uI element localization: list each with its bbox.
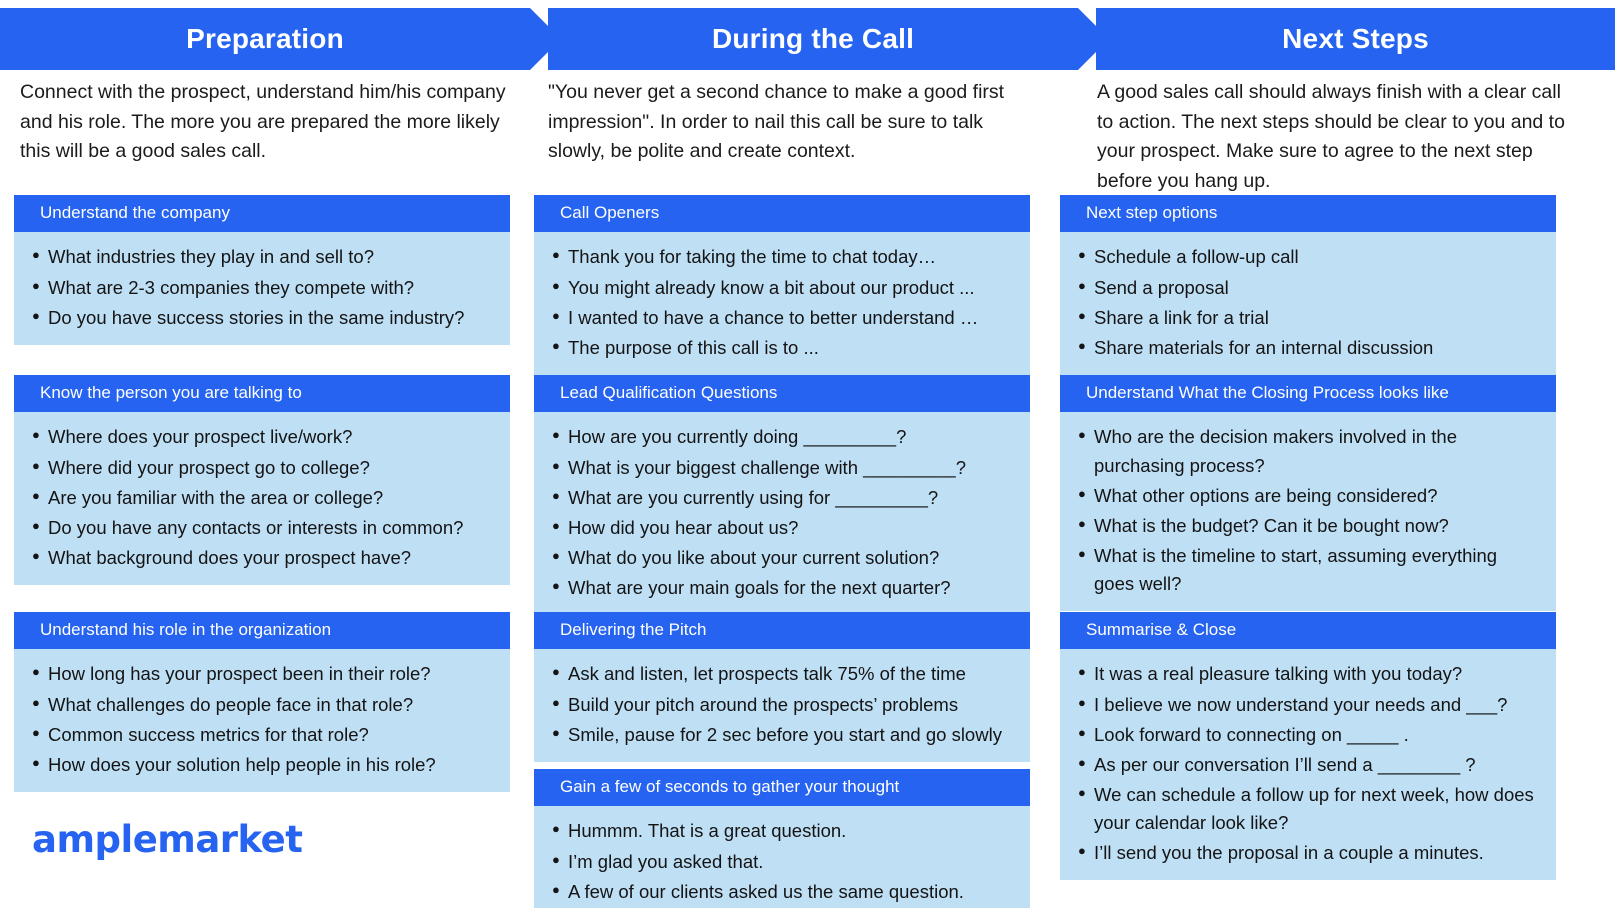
- list-item: [548, 816, 1016, 846]
- list-item-text: Smile, pause for 2 sec before you start and go slowly: [568, 723, 1002, 745]
- bullet-icon: ●: [32, 517, 40, 533]
- header-chevron-preparation: [0, 8, 530, 70]
- card-title: Delivering the Pitch: [534, 612, 1030, 649]
- card-title: Summarise & Close: [1060, 612, 1556, 649]
- list-item: [548, 877, 1016, 907]
- bullet-list: [1074, 422, 1542, 599]
- list-item-text: How does your solution help people in his role?: [48, 753, 436, 775]
- bullet-icon: ●: [32, 247, 40, 263]
- card-lead-qualification-questions: [534, 375, 1030, 615]
- header-title-preparation: Preparation: [186, 23, 344, 54]
- bullet-icon: ●: [1078, 247, 1086, 263]
- bullet-icon: ●: [552, 277, 560, 293]
- list-item-text: Ask and listen, let prospects talk 75% of the time: [568, 663, 966, 685]
- header-chevron-during-the-call: [548, 8, 1078, 70]
- card-body: [534, 412, 1030, 615]
- list-item: [1074, 720, 1542, 750]
- card-understand-what-the-closing-process-looks-like: [1060, 375, 1556, 611]
- bullet-icon: ●: [1078, 843, 1086, 859]
- bullet-list: [28, 659, 496, 779]
- list-item: [28, 242, 496, 272]
- list-item: [548, 543, 1016, 573]
- list-item-text: Look forward to connecting on _____ .: [1094, 723, 1409, 745]
- list-item-text: I wanted to have a chance to better understand …: [568, 306, 979, 328]
- list-item: [28, 273, 496, 303]
- list-item: [548, 453, 1016, 483]
- bullet-icon: ●: [32, 487, 40, 503]
- bullet-icon: ●: [1078, 724, 1086, 740]
- card-title: Know the person you are talking to: [14, 375, 510, 412]
- bullet-icon: ●: [32, 547, 40, 563]
- list-item: [548, 303, 1016, 333]
- bullet-icon: ●: [552, 724, 560, 740]
- chevron-right-icon: [530, 8, 561, 70]
- list-item-text: What is the budget? Can it be bought now?: [1094, 514, 1449, 536]
- list-item-text: A few of our clients asked us the same question.: [568, 880, 964, 902]
- list-item-text: What challenges do people face in that role?: [48, 693, 414, 715]
- header-title-during-the-call: During the Call: [711, 23, 915, 54]
- list-item: [548, 847, 1016, 877]
- list-item: [28, 750, 496, 780]
- bullet-list: [548, 242, 1016, 362]
- list-item: [548, 483, 1016, 513]
- intro-text-during-the-call: "You never get a second chance to make a good first impression". In order to nail this call be sure to talk slowly, be polite and create context.: [548, 81, 1005, 163]
- bullet-icon: ●: [552, 881, 560, 897]
- card-summarise-and-close: [1060, 612, 1556, 880]
- card-title: Call Openers: [534, 195, 1030, 232]
- list-item-text: Where did your prospect go to college?: [48, 456, 370, 478]
- list-item: [28, 422, 496, 452]
- list-item: [28, 720, 496, 750]
- card-next-step-options: [1060, 195, 1556, 375]
- card-gain-a-few-of-seconds-to-gather-your-thought: [534, 769, 1030, 908]
- bullet-icon: ●: [1078, 754, 1086, 770]
- list-item-text: How did you hear about us?: [568, 516, 799, 538]
- list-item: [28, 659, 496, 689]
- list-item: [548, 422, 1016, 452]
- list-item-text: What other options are being considered?: [1094, 484, 1438, 506]
- list-item-text: How long has your prospect been in their role?: [48, 663, 431, 685]
- bullet-icon: ●: [1078, 784, 1086, 800]
- card-title: Understand What the Closing Process looks like: [1060, 375, 1556, 412]
- card-body: [534, 806, 1030, 908]
- bullet-icon: ●: [1078, 515, 1086, 531]
- bullet-list: [28, 422, 496, 573]
- bullet-list: [548, 659, 1016, 749]
- list-item-text: What are 2-3 companies they compete with?: [48, 276, 415, 298]
- list-item-text: Thank you for taking the time to chat today…: [568, 246, 937, 268]
- list-item-text: It was a real pleasure talking with you today?: [1094, 663, 1463, 685]
- list-item-text: Share a link for a trial: [1094, 306, 1269, 328]
- bullet-icon: ●: [32, 457, 40, 473]
- bullet-list: [1074, 242, 1542, 362]
- list-item-text: Where does your prospect live/work?: [48, 426, 353, 448]
- card-body: [14, 412, 510, 585]
- header-chevron-next-steps: [1096, 8, 1615, 70]
- bullet-list: [548, 422, 1016, 603]
- bullet-list: [1074, 659, 1542, 868]
- bullet-icon: ●: [32, 724, 40, 740]
- list-item: [1074, 780, 1542, 838]
- list-item-text: How are you currently doing _________?: [568, 426, 907, 448]
- list-item-text: What is the timeline to start, assuming everything goes well?: [1094, 544, 1498, 594]
- list-item-text: As per our conversation I’ll send a ________ ?: [1094, 753, 1476, 775]
- bullet-icon: ●: [552, 821, 560, 837]
- list-item-text: We can schedule a follow up for next week, how does your calendar look like?: [1094, 783, 1534, 833]
- intro-text-preparation: Connect with the prospect, understand him/his company and his role. The more you are prepared the more likely this will be a good sales call.: [20, 81, 506, 163]
- list-item: [1074, 303, 1542, 333]
- list-item-text: What are your main goals for the next quarter?: [568, 576, 951, 598]
- card-body: [14, 232, 510, 344]
- list-item-text: The purpose of this call is to ...: [568, 336, 819, 358]
- list-item: [548, 513, 1016, 543]
- bullet-icon: ●: [552, 307, 560, 323]
- list-item: [28, 543, 496, 573]
- list-item-text: Build your pitch around the prospects’ problems: [568, 693, 959, 715]
- list-item-text: Share materials for an internal discussion: [1094, 336, 1434, 358]
- bullet-list: [28, 242, 496, 332]
- bullet-icon: ●: [552, 457, 560, 473]
- bullet-icon: ●: [1078, 277, 1086, 293]
- bullet-icon: ●: [552, 427, 560, 443]
- bullet-icon: ●: [1078, 307, 1086, 323]
- card-title: Understand the company: [14, 195, 510, 232]
- bullet-icon: ●: [1078, 485, 1086, 501]
- list-item-text: Are you familiar with the area or college?: [48, 486, 384, 508]
- bullet-icon: ●: [1078, 694, 1086, 710]
- list-item: [548, 720, 1016, 750]
- bullet-icon: ●: [552, 517, 560, 533]
- bullet-icon: ●: [32, 277, 40, 293]
- card-body: [14, 649, 510, 791]
- card-body: [1060, 232, 1556, 374]
- list-item: [28, 483, 496, 513]
- list-item: [1074, 481, 1542, 511]
- list-item: [1074, 690, 1542, 720]
- header-title-next-steps: Next Steps: [1282, 23, 1429, 54]
- card-title: Understand his role in the organization: [14, 612, 510, 649]
- list-item-text: I’m glad you asked that.: [568, 850, 764, 872]
- card-title: Next step options: [1060, 195, 1556, 232]
- list-item: [548, 273, 1016, 303]
- card-body: [1060, 649, 1556, 880]
- bullet-icon: ●: [552, 577, 560, 593]
- list-item-text: I’ll send you the proposal in a couple a minutes.: [1094, 842, 1484, 864]
- card-understand-his-role-in-the-organization: [14, 612, 510, 792]
- list-item-text: Schedule a follow-up call: [1094, 246, 1299, 268]
- list-item: [1074, 333, 1542, 363]
- list-item: [28, 303, 496, 333]
- bullet-icon: ●: [32, 307, 40, 323]
- card-call-openers: [534, 195, 1030, 375]
- card-body: [534, 232, 1030, 374]
- bullet-icon: ●: [552, 247, 560, 263]
- list-item: [1074, 422, 1542, 480]
- card-body: [534, 649, 1030, 761]
- list-item: [1074, 838, 1542, 868]
- list-item-text: Send a proposal: [1094, 276, 1229, 298]
- card-delivering-the-pitch: [534, 612, 1030, 762]
- bullet-icon: ●: [552, 337, 560, 353]
- bullet-icon: ●: [32, 664, 40, 680]
- list-item: [548, 333, 1016, 363]
- bullet-icon: ●: [1078, 545, 1086, 561]
- bullet-icon: ●: [32, 694, 40, 710]
- bullet-icon: ●: [32, 427, 40, 443]
- list-item: [548, 573, 1016, 603]
- amplemarket-logo: amplemarket: [32, 818, 303, 861]
- list-item: [1074, 750, 1542, 780]
- bullet-icon: ●: [552, 664, 560, 680]
- list-item-text: Who are the decision makers involved in the purchasing process?: [1094, 426, 1457, 476]
- bullet-icon: ●: [1078, 427, 1086, 443]
- list-item-text: What industries they play in and sell to?: [48, 246, 374, 268]
- list-item-text: What is your biggest challenge with _________?: [568, 456, 967, 478]
- list-item-text: You might already know a bit about our product ...: [568, 276, 975, 298]
- list-item: [1074, 541, 1542, 599]
- bullet-icon: ●: [552, 851, 560, 867]
- bullet-icon: ●: [32, 754, 40, 770]
- list-item-text: What are you currently using for _________?: [568, 486, 939, 508]
- list-item-text: What background does your prospect have?: [48, 546, 412, 568]
- card-title: Gain a few of seconds to gather your thought: [534, 769, 1030, 806]
- list-item-text: What do you like about your current solution?: [568, 546, 940, 568]
- list-item: [28, 513, 496, 543]
- intro-text-next-steps: A good sales call should always finish with a clear call to action. The next steps should be clear to you and to your prospect. Make sure to agree to the next step before you hang up.: [1097, 81, 1565, 192]
- card-know-the-person-you-are-talking-to: [14, 375, 510, 585]
- bullet-icon: ●: [552, 547, 560, 563]
- card-body: [1060, 412, 1556, 611]
- bullet-list: [548, 816, 1016, 906]
- card-understand-the-company: [14, 195, 510, 345]
- card-title: Lead Qualification Questions: [534, 375, 1030, 412]
- list-item: [1074, 659, 1542, 689]
- list-item: [1074, 273, 1542, 303]
- list-item-text: Hummm. That is a great question.: [568, 820, 847, 842]
- list-item: [548, 242, 1016, 272]
- list-item-text: Common success metrics for that role?: [48, 723, 369, 745]
- list-item: [548, 690, 1016, 720]
- header-row: [0, 8, 1615, 70]
- list-item-text: Do you have any contacts or interests in common?: [48, 516, 464, 538]
- bullet-icon: ●: [552, 487, 560, 503]
- chevron-right-icon: [1078, 8, 1109, 70]
- bullet-icon: ●: [552, 694, 560, 710]
- list-item: [28, 690, 496, 720]
- bullet-icon: ●: [1078, 664, 1086, 680]
- list-item-text: Do you have success stories in the same industry?: [48, 306, 465, 328]
- list-item: [548, 659, 1016, 689]
- list-item: [1074, 511, 1542, 541]
- bullet-icon: ●: [1078, 337, 1086, 353]
- list-item: [1074, 242, 1542, 272]
- list-item: [28, 453, 496, 483]
- list-item-text: I believe we now understand your needs and ___?: [1094, 693, 1508, 715]
